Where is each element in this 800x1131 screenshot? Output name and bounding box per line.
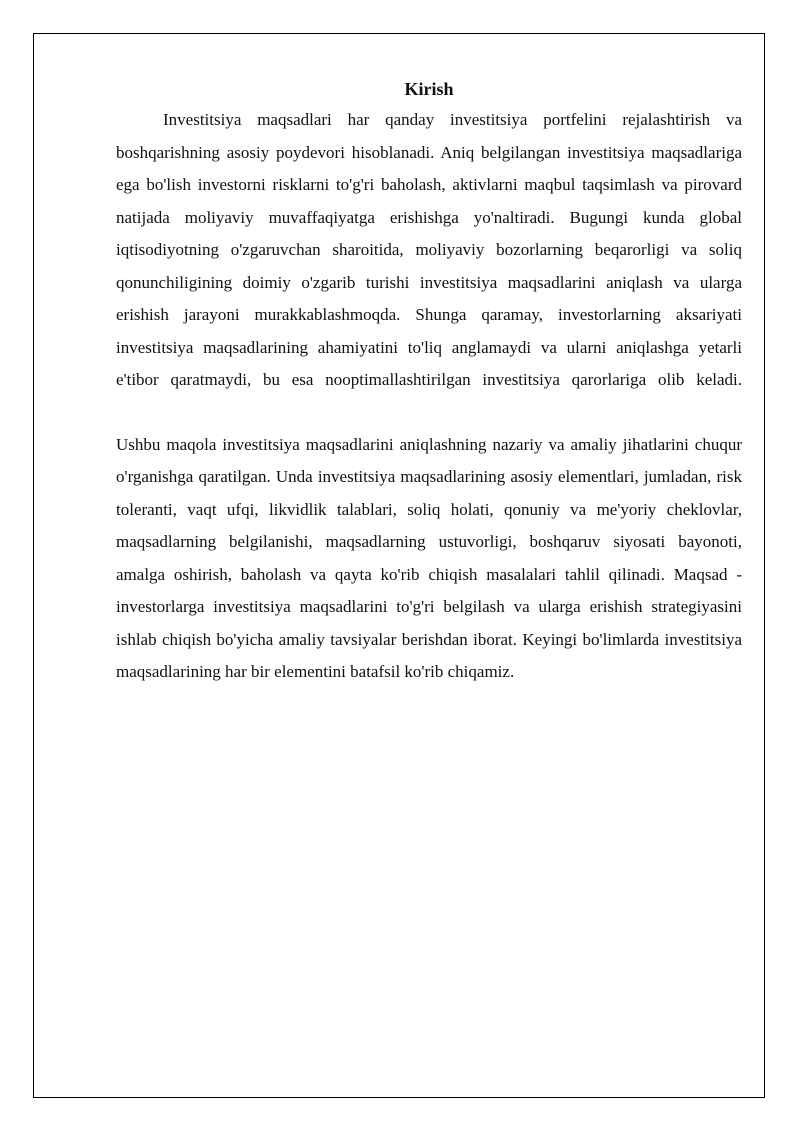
document-body xyxy=(116,76,742,689)
intro-paragraph-2: Ushbu maqola investitsiya maqsadlarini aniqlashning nazariy va amaliy jihatlarini chuqur o'rganishga qaratilgan. Unda investitsiya maqsadlarining asosiy elementlari, jumladan, risk toleranti, vaqt ufqi, likvidlik talablari, soliq holati, qonuniy va me'yoriy cheklovlar, maqsadlarning belgilanishi, maqsadlarning ustuvorligi, boshqaruv siyosati bayonoti, amalga oshirish, baholash va qayta ko'rib chiqish masalalari tahlil qilinadi. Maqsad - investorlarga investitsiya maqsadlarini to'g'ri belgilash va ularga erishish strategiyasini ishlab chiqish bo'yicha amaliy tavsiyalar berishdan iborat. Keyingi bo'limlarda investitsiya maqsadlarining har bir elementini batafsil ko'rib chiqamiz. xyxy=(116,434,742,681)
document-title: Kirish xyxy=(404,79,454,99)
intro-paragraph-1: Investitsiya maqsadlari har qanday investitsiya portfelini rejalashtirish va boshqarishning asosiy poydevori hisoblanadi. Aniq belgilangan investitsiya maqsadlariga ega bo'lish investorni risklarni to'g'ri baholash, aktivlarni maqbul taqsimlash va pirovard natijada moliyaviy muvaffaqiyatga erishishga yo'naltiradi. Bugungi kunda global iqtisodiyotning o'zgaruvchan sharoitida, moliyaviy bozorlarning beqarorligi va soliq qonunchiligining doimiy o'zgarib turishi investitsiya maqsadlarini aniqlash va ularga erishish jarayoni murakkablashmoqda. Shunga qaramay, investorlarning aksariyati investitsiya maqsadlarining ahamiyatini to'liq anglamaydi va ularni aniqlashga yetarli e'tibor qaratmaydi, bu esa nooptimallashtirilgan investitsiya qarorlariga olib keladi. xyxy=(116,110,742,389)
